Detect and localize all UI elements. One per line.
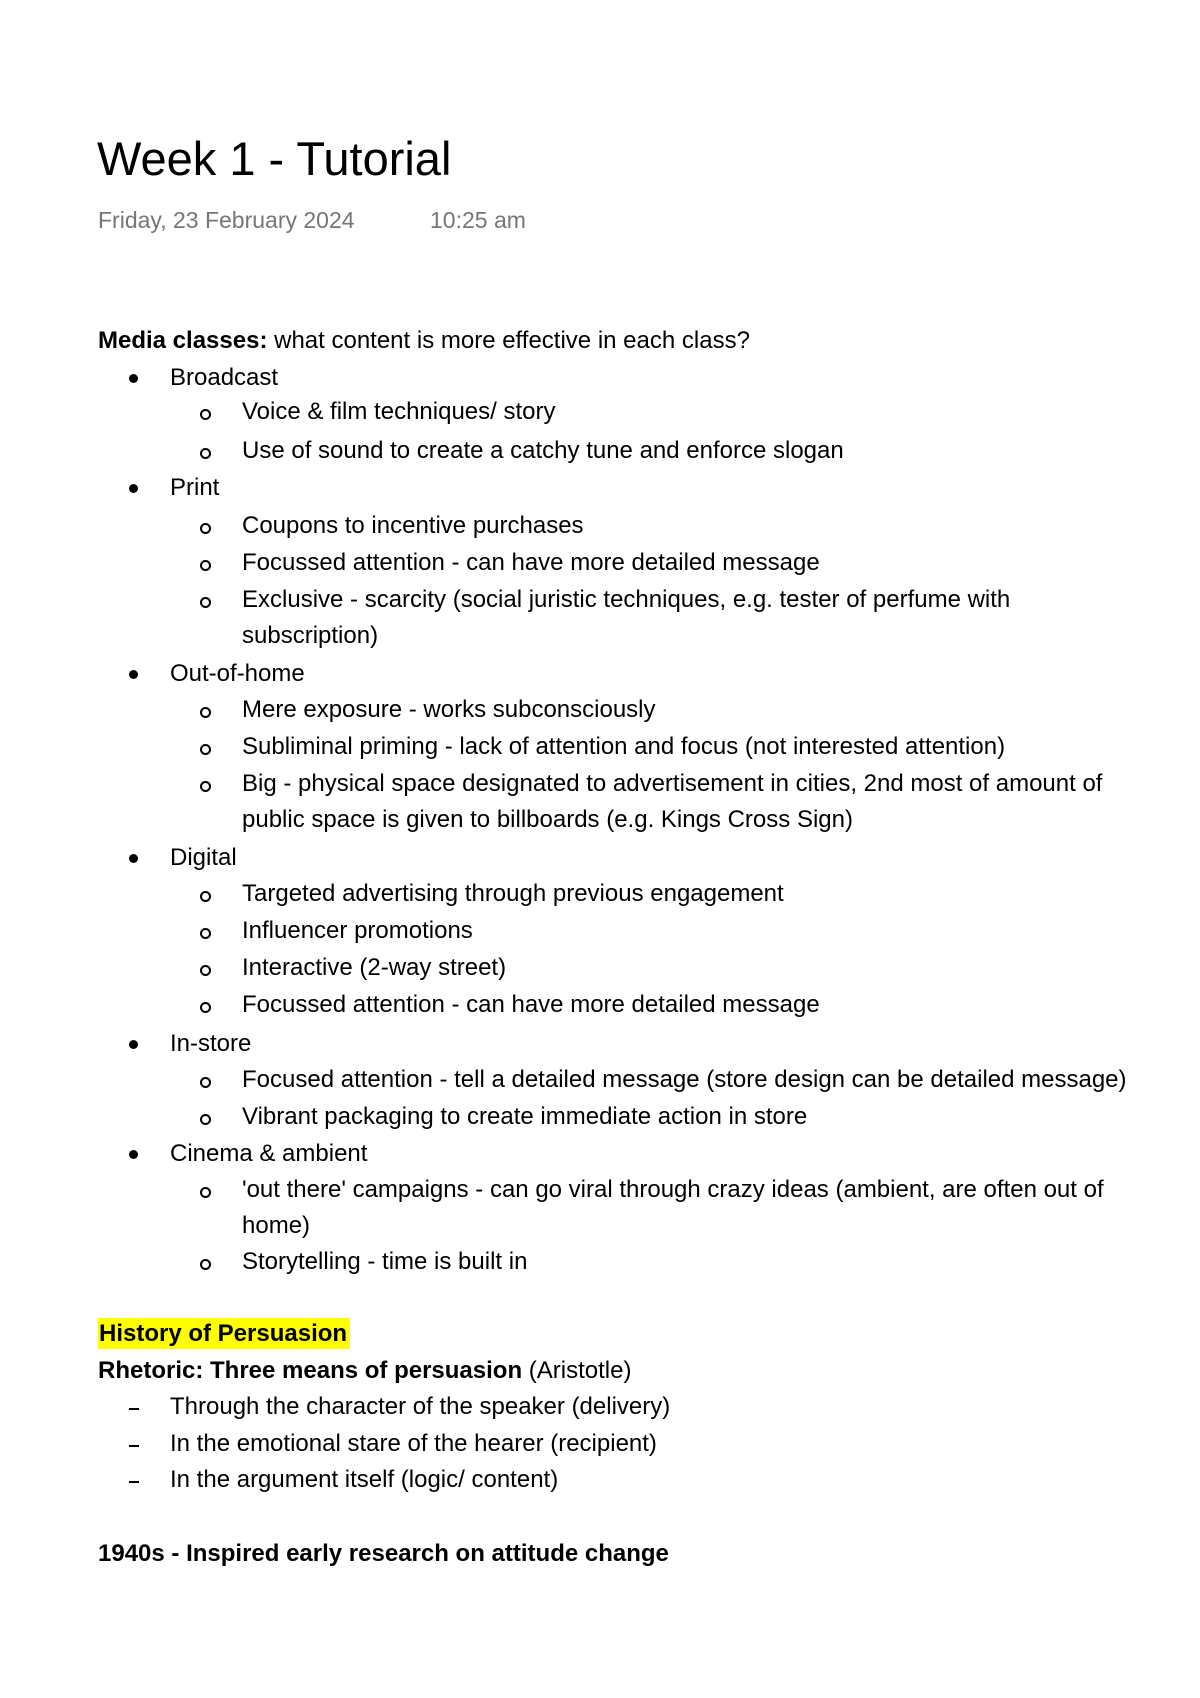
- list-item: Through the character of the speaker (delivery): [170, 1393, 671, 1420]
- dash-bullet-icon: [129, 1445, 139, 1447]
- bullet-circle-icon: [200, 560, 211, 571]
- bullet-circle-icon: [200, 744, 211, 755]
- bullet-dot-icon: [129, 1150, 138, 1159]
- bullet-circle-icon: [200, 781, 211, 792]
- list-item: Interactive (2-way street): [242, 954, 507, 981]
- list-item-continuation: subscription): [242, 622, 379, 649]
- list-item: Storytelling - time is built in: [242, 1248, 528, 1275]
- bullet-dot-icon: [129, 374, 138, 383]
- list-item: In the emotional stare of the hearer (recipient): [170, 1430, 657, 1457]
- list-item: Targeted advertising through previous engagement: [242, 880, 784, 907]
- list-item-continuation: public space is given to billboards (e.g. Kings Cross Sign): [242, 806, 853, 833]
- bullet-circle-icon: [200, 1114, 211, 1125]
- bullet-dot-icon: [129, 1040, 138, 1049]
- section-heading-persuasion: [98, 1318, 350, 1350]
- bullet-circle-icon: [200, 928, 211, 939]
- list-item: 'out there' campaigns - can go viral through crazy ideas (ambient, are often out of: [242, 1176, 1104, 1203]
- media-classes-heading-text: what content is more effective in each class?: [267, 327, 750, 354]
- dash-bullet-icon: [129, 1481, 139, 1483]
- decade-heading: 1940s - Inspired early research on attitude change: [98, 1540, 669, 1567]
- note-time: 10:25 am: [430, 207, 526, 233]
- highlighted-heading: History of Persuasion: [98, 1318, 350, 1349]
- bullet-dot-icon: [129, 854, 138, 863]
- list-item: Focused attention - tell a detailed message (store design can be detailed message): [242, 1066, 1127, 1093]
- bullet-circle-icon: [200, 1002, 211, 1013]
- list-item: Focussed attention - can have more detailed message: [242, 549, 820, 576]
- media-classes-heading-bold: Media classes:: [98, 327, 268, 354]
- list-item-cinema-ambient: Cinema & ambient: [170, 1140, 368, 1167]
- bullet-circle-icon: [200, 965, 211, 976]
- list-item-digital: Digital: [170, 844, 237, 871]
- list-item: Focussed attention - can have more detailed message: [242, 991, 820, 1018]
- bullet-circle-icon: [200, 409, 211, 420]
- bullet-dot-icon: [129, 484, 138, 493]
- list-item-print: Print: [170, 474, 220, 501]
- list-item: Subliminal priming - lack of attention and focus (not interested attention): [242, 733, 1006, 760]
- bullet-circle-icon: [200, 707, 211, 718]
- bullet-circle-icon: [200, 523, 211, 534]
- bullet-circle-icon: [200, 1187, 211, 1198]
- bullet-dot-icon: [129, 670, 138, 679]
- rhetoric-heading-bold: Rhetoric: Three means of persuasion: [98, 1357, 523, 1384]
- bullet-circle-icon: [200, 597, 211, 608]
- list-item: Voice & film techniques/ story: [242, 398, 556, 425]
- list-item: Exclusive - scarcity (social juristic techniques, e.g. tester of perfume with: [242, 586, 1011, 613]
- bullet-circle-icon: [200, 448, 211, 459]
- list-item: In the argument itself (logic/ content): [170, 1466, 559, 1493]
- rhetoric-heading-text: (Aristotle): [522, 1357, 632, 1384]
- dash-bullet-icon: [129, 1408, 139, 1410]
- list-item: Vibrant packaging to create immediate action in store: [242, 1103, 808, 1130]
- media-classes-heading: [98, 325, 750, 357]
- list-item-continuation: home): [242, 1212, 311, 1239]
- note-date: Friday, 23 February 2024: [98, 207, 355, 233]
- list-item: Influencer promotions: [242, 917, 473, 944]
- bullet-circle-icon: [200, 891, 211, 902]
- bullet-circle-icon: [200, 1077, 211, 1088]
- bullet-circle-icon: [200, 1259, 211, 1270]
- list-item-out-of-home: Out-of-home: [170, 660, 305, 687]
- page-title: Week 1 - Tutorial: [97, 132, 452, 185]
- list-item-broadcast: Broadcast: [170, 364, 279, 391]
- list-item: Big - physical space designated to advertisement in cities, 2nd most of amount of: [242, 770, 1103, 797]
- rhetoric-heading: [98, 1355, 631, 1387]
- list-item: Mere exposure - works subconsciously: [242, 696, 656, 723]
- list-item-in-store: In-store: [170, 1030, 252, 1057]
- list-item: Use of sound to create a catchy tune and enforce slogan: [242, 437, 844, 464]
- list-item: Coupons to incentive purchases: [242, 512, 584, 539]
